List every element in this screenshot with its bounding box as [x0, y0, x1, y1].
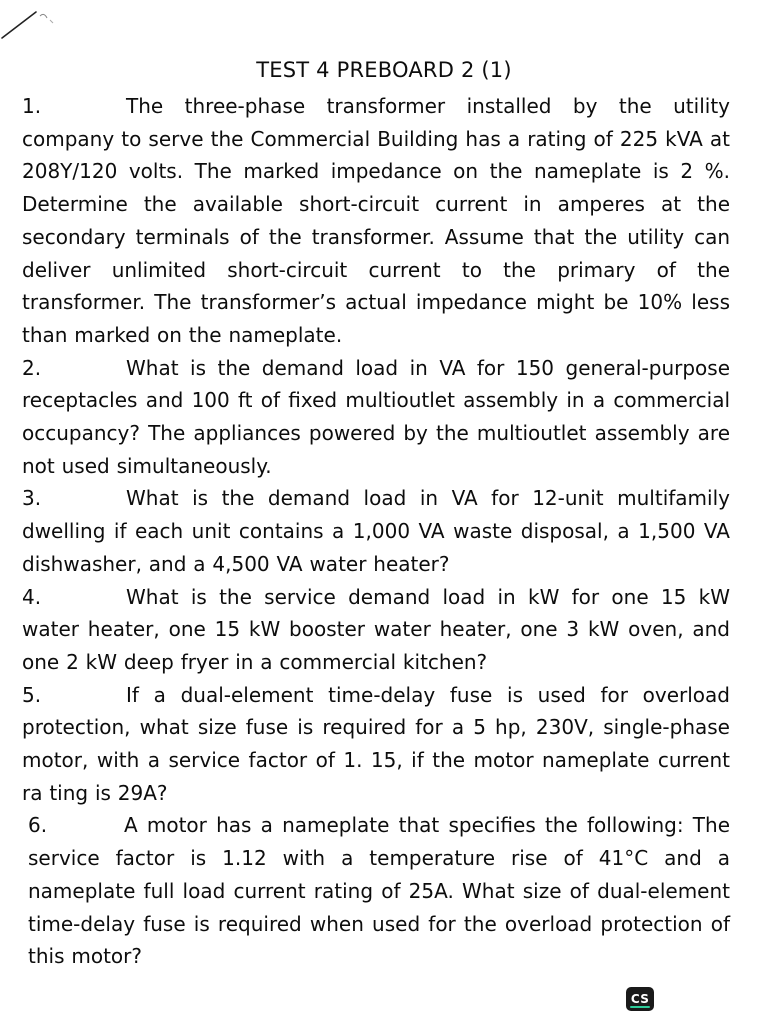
question-list	[22, 90, 730, 973]
question-number: 3.	[22, 486, 42, 511]
question-text: If a dual-element time-delay fuse is used for overload protection, what size fuse is required for a 5 hp, 230V, single-phase motor, with a service factor of 1. 15, if the motor nameplate current ra ting is 29A?	[22, 682, 730, 805]
question-item-5	[22, 679, 730, 810]
question-text: What is the demand load in VA for 150 general-purpose receptacles and 100 ft of fixed multioutlet assembly in a commercial occupancy? The appliances powered by the multioutlet assembly are not used simultaneously.	[22, 355, 730, 478]
pen-mark-icon	[0, 0, 80, 60]
question-number: 5.	[22, 682, 42, 707]
page-title: TEST 4 PREBOARD 2 (1)	[256, 58, 512, 82]
question-number: 2.	[22, 355, 42, 380]
question-item-3	[22, 482, 730, 580]
camscanner-logo-icon: CS	[626, 987, 654, 1011]
question-text: What is the demand load in VA for 12-unit multifamily dwelling if each unit contains a 1,000 VA waste disposal, a 1,500 VA dishwasher, and a 4,500 VA water heater?	[22, 486, 730, 576]
question-item-4	[22, 581, 730, 679]
question-item-2	[22, 352, 730, 483]
question-number: 4.	[22, 584, 42, 609]
question-text: A motor has a nameplate that specifies the following: The service factor is 1.12 with a temperature rise of 41°C and a nameplate full load current rating of 25A. What size of dual-element time-delay fuse is required when used for the overload protection of this motor?	[28, 813, 730, 969]
question-text: What is the service demand load in kW for one 15 kW water heater, one 15 kW booster water heater, one 3 kW oven, and one 2 kW deep fryer in a commercial kitchen?	[22, 584, 730, 674]
question-number: 1.	[22, 94, 42, 118]
question-item-6	[22, 809, 730, 973]
question-item-1	[22, 90, 730, 352]
question-number: 6.	[28, 813, 48, 838]
question-text: The three-phase transformer installed by the utility company to serve the Commercial Building has a rating of 225 kVA at 208Y/120 volts. The marked impedance on the nameplate is 2 %. Determine the available short-circuit current in amperes at the secondary terminals of the transformer. Assume that the utility can deliver unlimited short-circuit current to the primary of the transformer. The transformer’s actual impedance might be 10% less than marked on the nameplate.	[22, 94, 730, 347]
